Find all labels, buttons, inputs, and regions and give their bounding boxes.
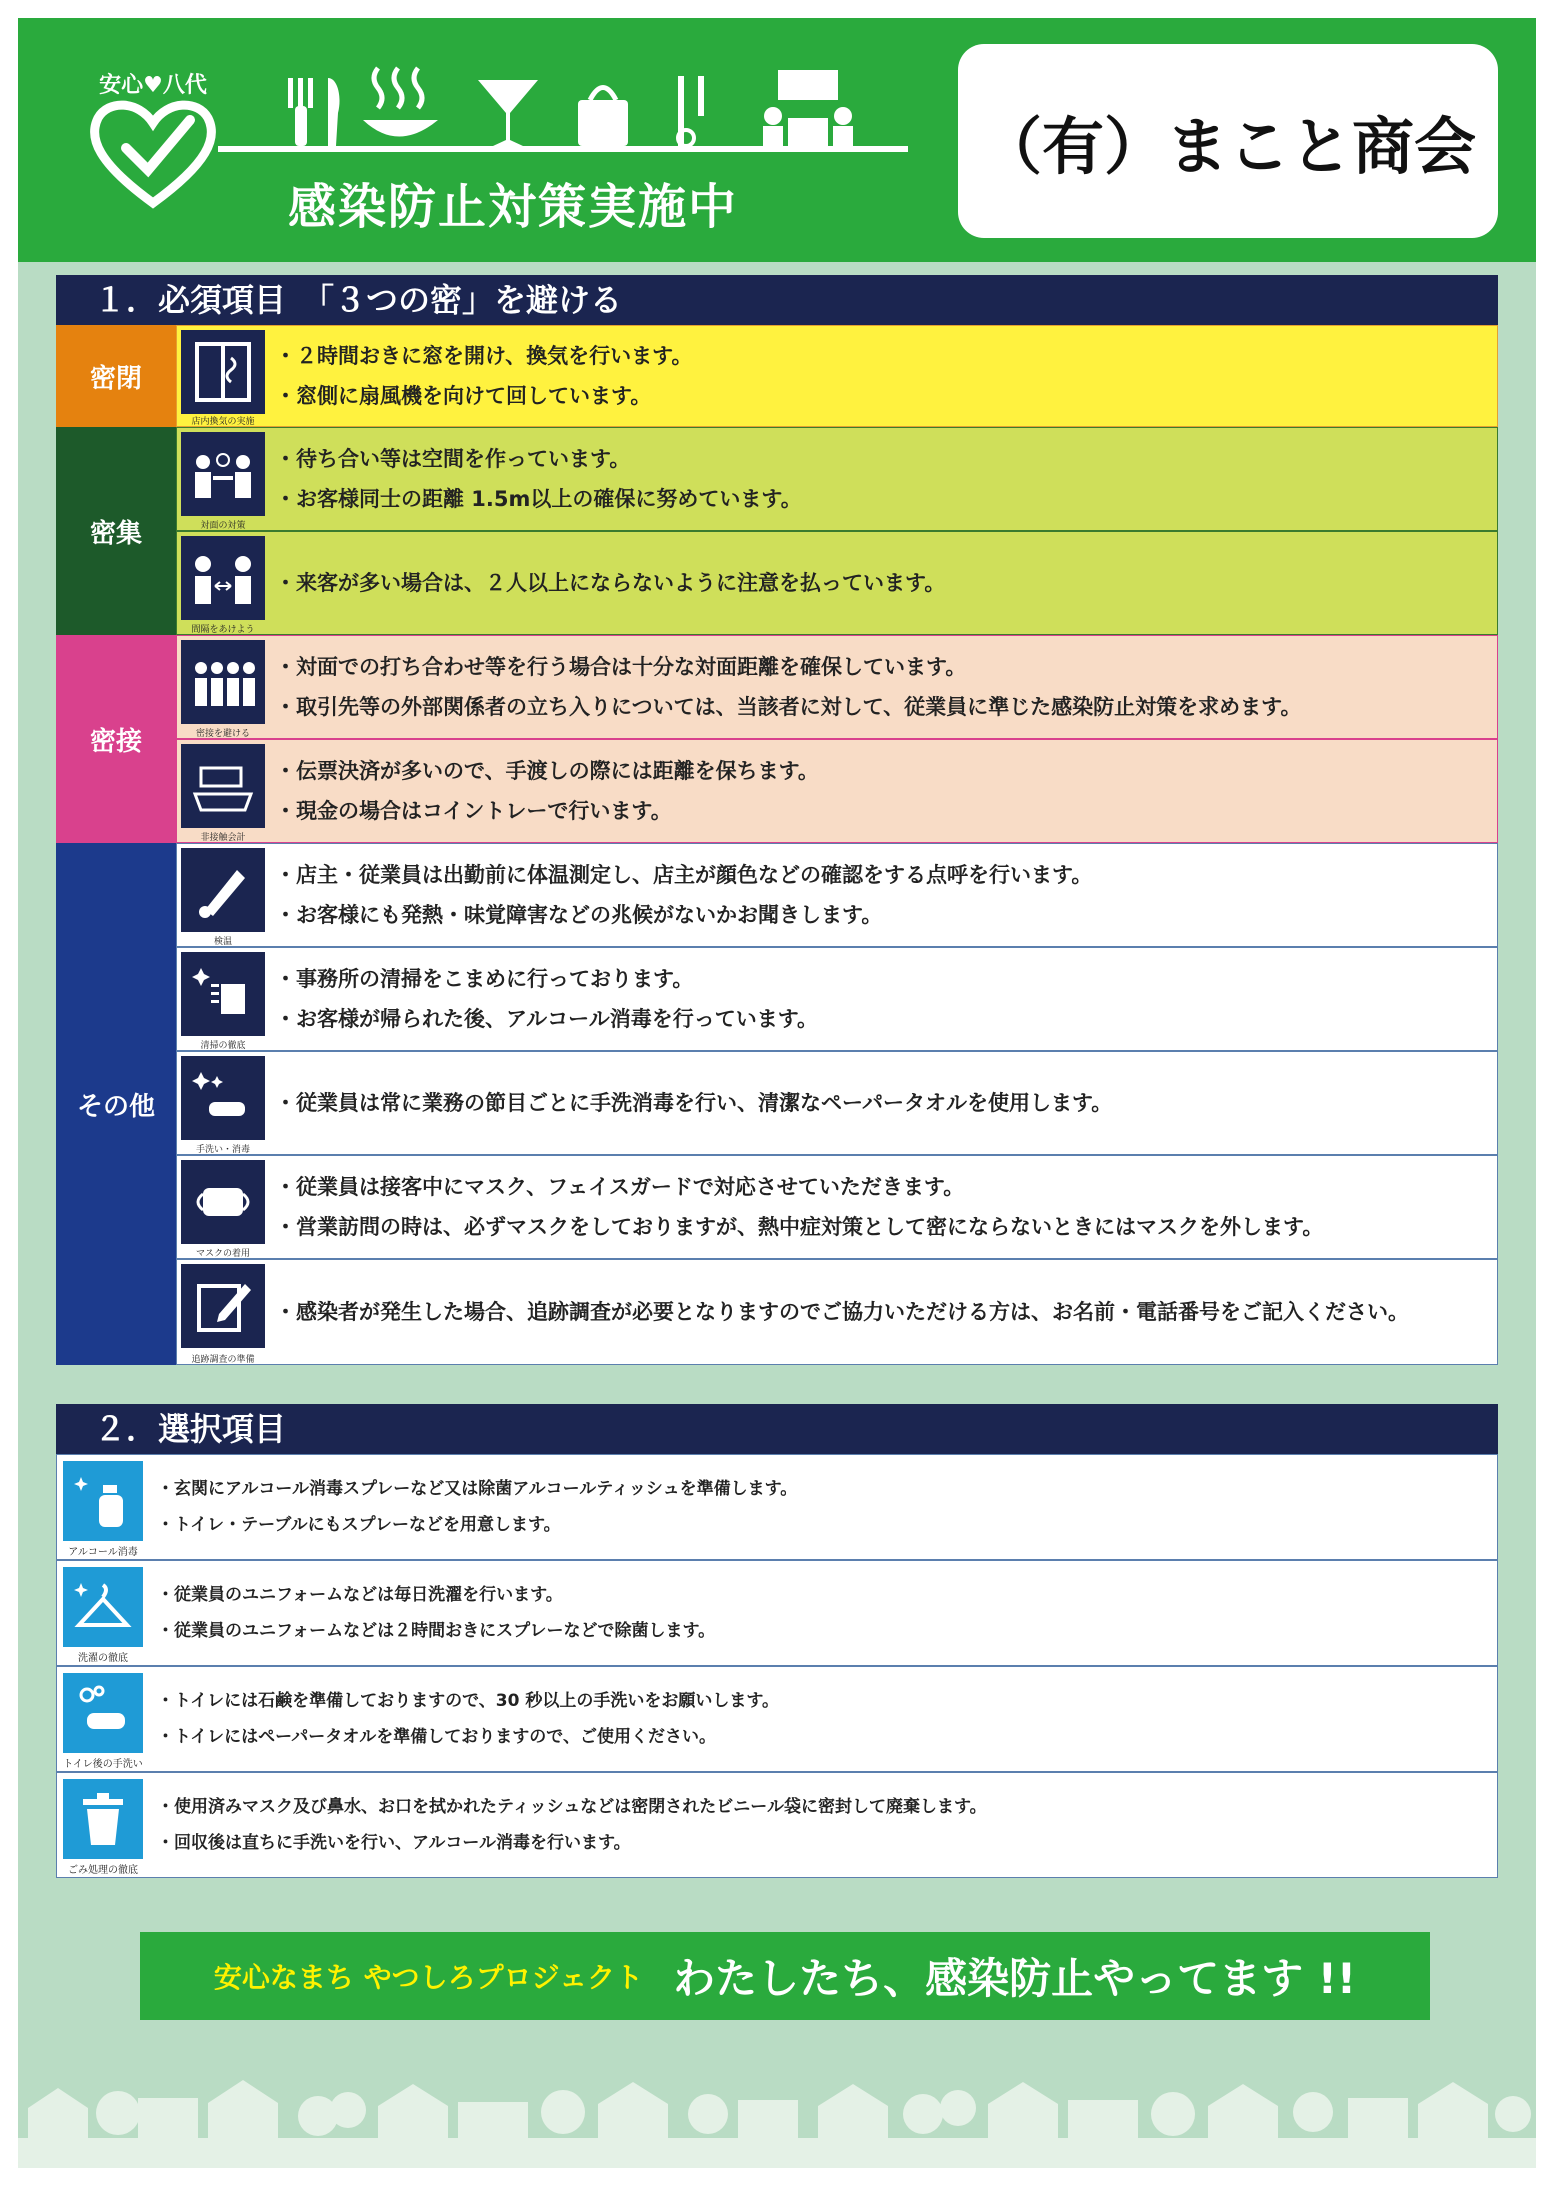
- facility-icons: [258, 58, 918, 158]
- entry-line: ・玄関にアルコール消毒スプレーなど又は除菌アルコールティッシュを準備します。: [157, 1479, 798, 1499]
- entry-line: ・お客様同士の距離 1.5m以上の確保に努めています。: [275, 487, 802, 511]
- icon-caption: 密接を避ける: [195, 729, 250, 739]
- section-optional: [56, 1404, 1498, 1878]
- pen-note-icon: [181, 1264, 265, 1348]
- entry-line: ・取引先等の外部関係者の立ち入りについては、当該者に対して、従業員に準じた感染防止対策を求めます。: [275, 695, 1302, 719]
- slogan-banner: [140, 1932, 1430, 2020]
- trash-icon: [63, 1779, 143, 1859]
- list-item: [176, 1155, 1498, 1259]
- list-item: [56, 1454, 1498, 1560]
- distance-icon: [181, 536, 265, 620]
- business-name-box: [958, 44, 1498, 238]
- section-required-heading: １．必須項目 「３つの密」を避ける: [56, 275, 1498, 325]
- list-item: [176, 635, 1498, 739]
- list-item: [176, 325, 1498, 427]
- entry-line: ・現金の場合はコイントレーで行います。: [275, 799, 672, 823]
- category-other: その他: [56, 843, 176, 1365]
- icon-caption: マスクの着用: [195, 1249, 250, 1259]
- townscape-illustration: [18, 2068, 1536, 2168]
- entry-line: ・感染者が発生した場合、追跡調査が必要となりますのでご協力いただける方は、お名前・電話番号をご記入ください。: [275, 1300, 1409, 1324]
- icon-caption: ごみ処理の徹底: [68, 1865, 138, 1876]
- category-mippei: 密閉: [56, 325, 176, 427]
- entry-line: ・従業員のユニフォームなどは毎日洗濯を行います。: [157, 1585, 563, 1605]
- icon-caption: 手洗い・消毒: [195, 1145, 250, 1155]
- entry-line: ・トイレ・テーブルにもスプレーなどを用意します。: [157, 1515, 561, 1535]
- cash-tray-icon: [181, 744, 265, 828]
- window-icon: [181, 330, 265, 414]
- category-missetsu: 密接: [56, 635, 176, 843]
- entry-line: ・営業訪問の時は、必ずマスクをしておりますが、熱中症対策として密にならないときにはマスクを外します。: [275, 1215, 1324, 1239]
- entry-line: ・事務所の清掃をこまめに行っております。: [275, 967, 694, 991]
- logo-text: 安心♥八代: [99, 73, 207, 98]
- project-name: 安心なまち やつしろプロジェクト: [213, 1961, 644, 1994]
- icon-caption: トイレ後の手洗い: [63, 1759, 143, 1770]
- business-name: （有）まこと商会: [979, 109, 1476, 183]
- entry-line: ・来客が多い場合は、２人以上にならないように注意を払っています。: [275, 571, 946, 595]
- entry-line: ・従業員は接客中にマスク、フェイスガードで対応させていただきます。: [275, 1175, 965, 1199]
- entry-line: ・従業員のユニフォームなどは２時間おきにスプレーなどで除菌します。: [157, 1621, 716, 1641]
- list-item: [176, 427, 1498, 531]
- section-optional-heading: ２．選択項目: [56, 1404, 1498, 1454]
- category-misshu: 密集: [56, 427, 176, 635]
- cleaning-icon: [181, 952, 265, 1036]
- icon-caption: 間隔をあけよう: [191, 625, 255, 635]
- table-people-icon: [181, 432, 265, 516]
- icon-caption: アルコール消毒: [68, 1547, 138, 1558]
- header-divider: [218, 146, 908, 152]
- spray-bottle-icon: [63, 1461, 143, 1541]
- icon-caption: 追跡調査の準備: [191, 1355, 255, 1365]
- icon-caption: 検温: [213, 937, 232, 947]
- icon-caption: 洗濯の徹底: [78, 1653, 128, 1664]
- entry-line: ・トイレには石鹸を準備しておりますので、30 秒以上の手洗いをお願いします。: [157, 1691, 780, 1711]
- entry-line: ・待ち合い等は空間を作っています。: [275, 447, 631, 471]
- entry-line: ・伝票決済が多いので、手渡しの際には距離を保ちます。: [275, 759, 819, 783]
- entry-line: ・従業員は常に業務の節目ごとに手洗消毒を行い、清潔なペーパータオルを使用します。: [275, 1091, 1113, 1115]
- slogan: わたしたち、感染防止やってます !!: [673, 1954, 1357, 2003]
- mask-icon: [181, 1160, 265, 1244]
- entry-line: ・窓側に扇風機を向けて回しています。: [275, 384, 652, 408]
- hanger-icon: [63, 1567, 143, 1647]
- icon-caption: 対面の対策: [200, 521, 246, 531]
- section-required: [56, 275, 1498, 1365]
- icon-caption: 非接触会計: [200, 833, 246, 843]
- list-item: [56, 1560, 1498, 1666]
- entry-line: ・使用済みマスク及び鼻水、お口を拭かれたティッシュなどは密閉されたビニール袋に密封して廃棄します。: [157, 1797, 987, 1817]
- icon-caption: 清掃の徹底: [200, 1041, 246, 1051]
- handwash-icon: [181, 1056, 265, 1140]
- entry-line: ・店主・従業員は出勤前に体温測定し、店主が顔色などの確認をする点呼を行います。: [275, 863, 1093, 887]
- icon-caption: 店内換気の実施: [191, 417, 255, 427]
- soap-hands-icon: [63, 1673, 143, 1753]
- entry-line: ・対面での打ち合わせ等を行う場合は十分な対面距離を確保しています。: [275, 655, 967, 679]
- thermometer-icon: [181, 848, 265, 932]
- list-item: [176, 739, 1498, 843]
- list-item: [176, 1259, 1498, 1365]
- list-item: [176, 531, 1498, 635]
- list-item: [176, 1051, 1498, 1155]
- poster: [18, 18, 1536, 2168]
- list-item: [56, 1772, 1498, 1878]
- entry-line: ・トイレにはペーパータオルを準備しておりますので、ご使用ください。: [157, 1727, 716, 1747]
- list-item: [56, 1666, 1498, 1772]
- anshin-yatsushiro-logo: [78, 68, 228, 218]
- queue-icon: [181, 640, 265, 724]
- entry-line: ・お客様が帰られた後、アルコール消毒を行っています。: [275, 1007, 819, 1031]
- entry-line: ・２時間おきに窓を開け、換気を行います。: [275, 344, 693, 368]
- list-item: [176, 947, 1498, 1051]
- entry-line: ・回収後は直ちに手洗いを行い、アルコール消毒を行います。: [157, 1833, 631, 1853]
- page-title: 感染防止対策実施中: [287, 179, 738, 235]
- header-band: [18, 18, 1536, 262]
- entry-line: ・お客様にも発熱・味覚障害などの兆候がないかお聞きします。: [275, 903, 883, 927]
- list-item: [176, 843, 1498, 947]
